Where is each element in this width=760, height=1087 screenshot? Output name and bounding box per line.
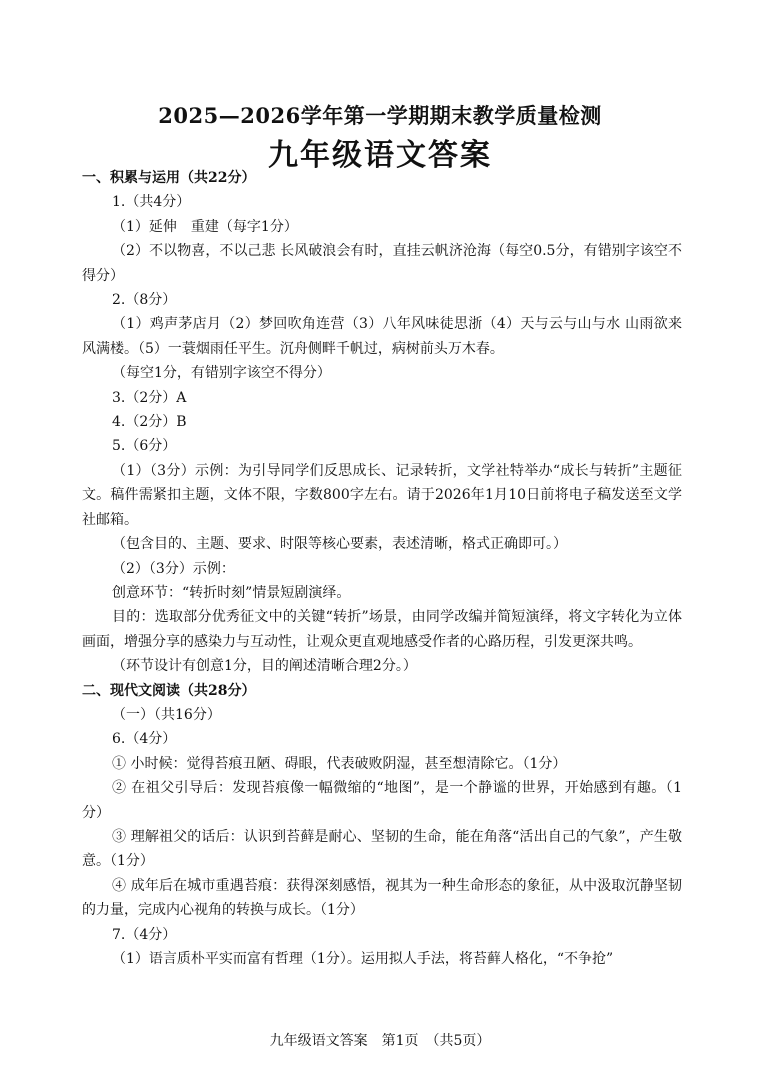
document-title: 九年级语文答案 — [268, 138, 492, 173]
line: 7.（4分） — [112, 926, 177, 943]
line: （1）鸡声茅店月（2）梦回吹角连营（3）八年风味徒思浙（4）天与云与山与水 山雨欲来风满楼。（5）一蓑烟雨任平生。沉舟侧畔千帆过，病树前头万木春。 — [82, 316, 682, 357]
line: 6.（4分） — [112, 731, 177, 748]
exam-title: 2025—2026学年第一学期期末教学质量检测 — [158, 103, 602, 128]
line: （一）（共16分） — [112, 706, 221, 723]
line: （2）不以物喜，不以己悲 长风破浪会有时，直挂云帆济沧海（每空0.5分，有错别字该空不得分） — [82, 243, 682, 284]
line: 4.（2分）B — [112, 414, 187, 431]
line: 二、现代文阅读（共28分） — [82, 682, 256, 699]
line: （1）延伸 重建（每字1分） — [112, 218, 298, 235]
line: 一、积累与运用（共22分） — [82, 170, 256, 186]
line: 目的：选取部分优秀征文中的关键“转折”场景，由同学改编并简短演绎，将文字转化为立体画面，增强分享的感染力与互动性，让观众更直观地感受作者的心路历程，引发更深共鸣。 — [82, 609, 682, 650]
line: 2.（8分） — [112, 292, 177, 309]
line: 5.（6分） — [112, 438, 177, 455]
line: （环节设计有创意1分，目的阐述清晰合理2分。） — [112, 658, 417, 675]
line: 创意环节：“转折时刻”情景短剧演绎。 — [112, 584, 351, 601]
line: （2）（3分）示例： — [112, 560, 235, 577]
page-footer: 九年级语文答案 第1页 （共5页） — [269, 1033, 491, 1049]
line: （每空1分，有错别字该空不得分） — [112, 365, 331, 382]
line: 3.（2分）A — [112, 389, 187, 406]
answer-content — [82, 166, 682, 971]
line: （1）（3分）示例：为引导同学们反思成长、记录转折，文学社特举办“成长与转折”主题征文。稿件需紧扣主题，文体不限，字数800字左右。请于2026年1月10日前将电子稿发送至文学社邮箱。 — [82, 462, 682, 528]
line: ① 小时候：觉得苔痕丑陋、碍眼，代表破败阴湿，甚至想清除它。（1分） — [112, 755, 567, 772]
line: ③ 理解祖父的话后：认识到苔藓是耐心、坚韧的生命，能在角落“活出自己的气象”，产生敬意。（1分） — [82, 828, 682, 870]
line: 1.（共4分） — [112, 194, 191, 211]
line: （包含目的、主题、要求、时限等核心要素，表述清晰，格式正确即可。） — [112, 536, 567, 553]
line: （1）语言质朴平实而富有哲理（1分）。运用拟人手法，将苔藓人格化，“不争抢” — [112, 951, 614, 967]
line: ④ 成年后在城市重遇苔痕：获得深刻感悟，视其为一种生命形态的象征，从中汲取沉静坚韧的力量，完成内心视角的转换与成长。（1分） — [82, 877, 682, 919]
line: ② 在祖父引导后：发现苔痕像一幅微缩的“地图”，是一个静谧的世界，开始感到有趣。（1分） — [82, 780, 682, 821]
